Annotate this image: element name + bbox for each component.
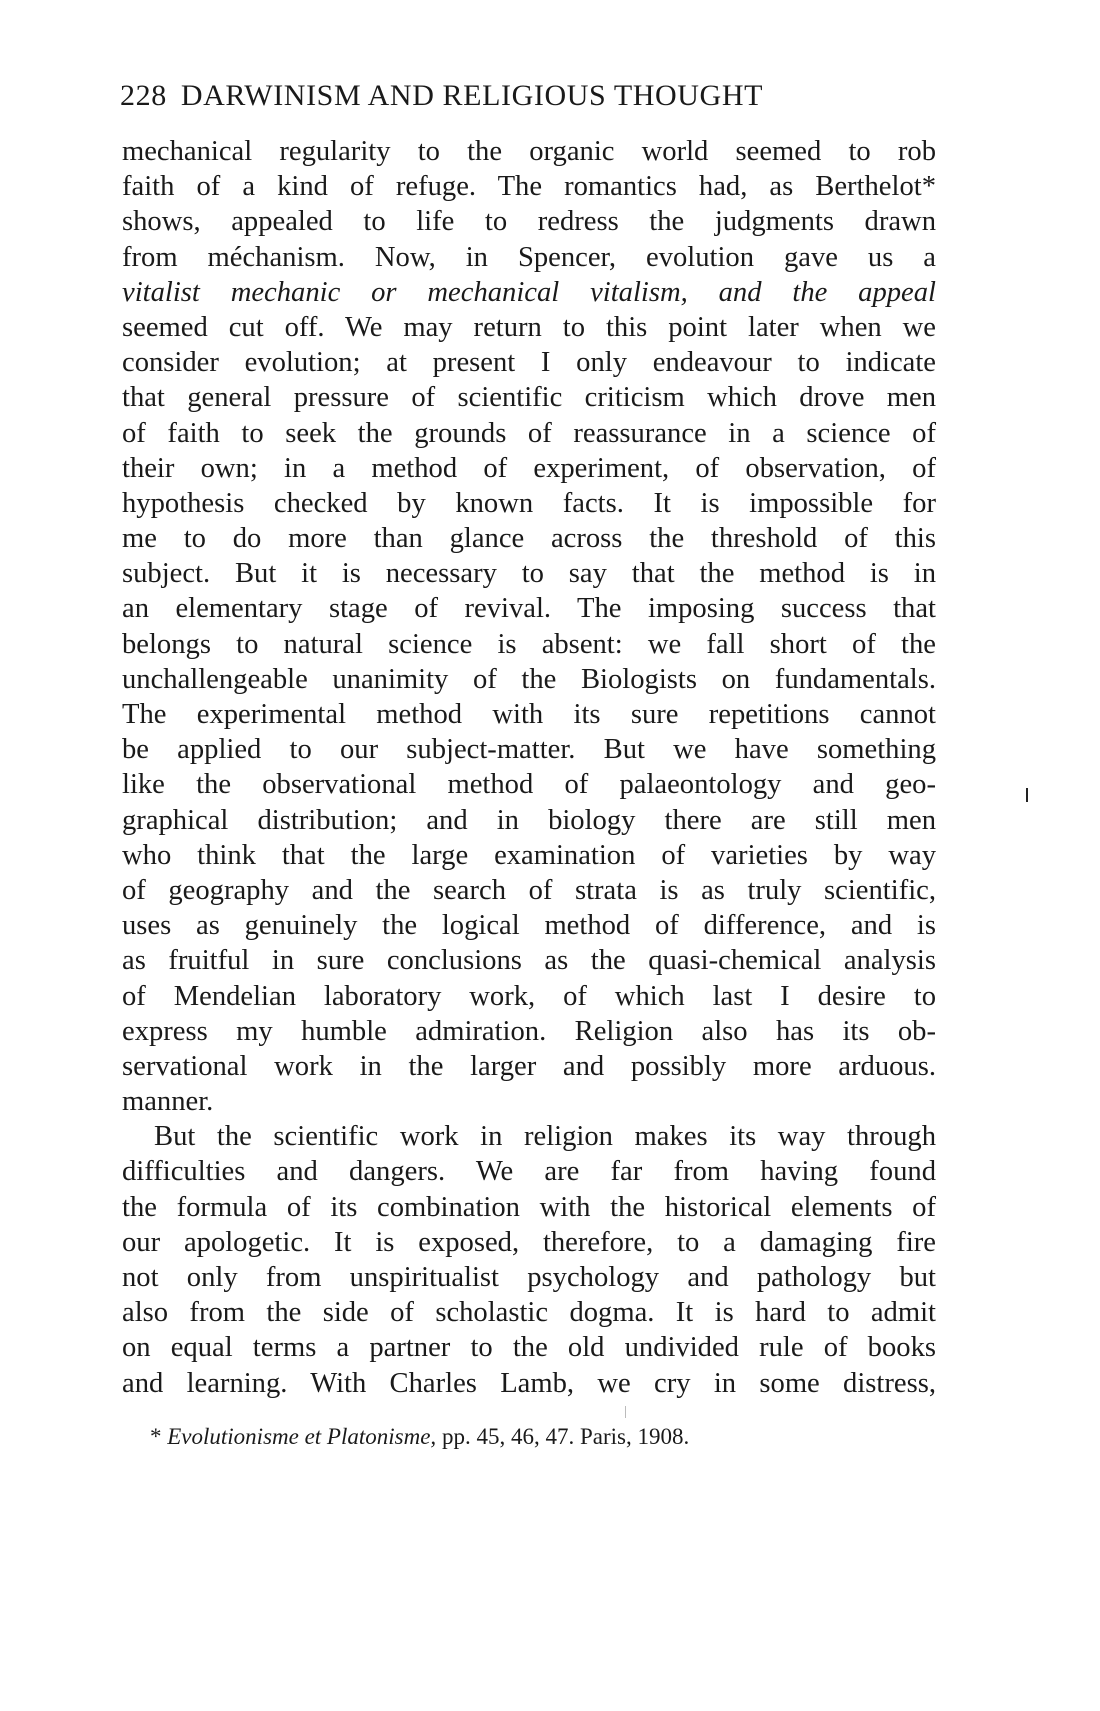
text-line: me to do more than glance across the threshold of this	[122, 523, 936, 555]
text-line: that general pressure of scientific criticism which drove men	[122, 382, 936, 414]
footnote-marker: *	[150, 1424, 162, 1449]
text-line: servational work in the larger and possibly more arduous.	[122, 1050, 936, 1082]
text-line: our apologetic. It is exposed, therefore, to a damaging fire	[122, 1226, 936, 1258]
text-line: shows, appealed to life to redress the judgments drawn	[122, 206, 936, 238]
paragraph-start-line: But the scientific work in religion makes its way through	[154, 1121, 936, 1153]
text-line: faith of a kind of refuge. The romantics had, as Berthelot*	[122, 171, 936, 203]
footnote-title: Evolutionisme et Platonisme,	[167, 1424, 437, 1449]
text-line: not only from unspiritualist psychology and pathology but	[122, 1262, 936, 1293]
text-line: express my humble admiration. Religion also has its ob-	[122, 1015, 936, 1047]
text-line: who think that the large examination of varieties by way	[122, 839, 936, 871]
text-line: an elementary stage of revival. The imposing success that	[122, 593, 936, 625]
scan-dust	[625, 1406, 626, 1418]
footnote	[150, 1422, 910, 1452]
paragraph-end-line: manner.	[122, 1086, 214, 1118]
text-line: be applied to our subject-matter. But we have something	[122, 734, 936, 766]
text-line: hypothesis checked by known facts. It is impossible for	[122, 487, 936, 519]
scan-mark	[1026, 788, 1028, 802]
text-line: from méchanism. Now, in Spencer, evolution gave us a	[122, 241, 936, 273]
text-line: The experimental method with its sure repetitions cannot	[122, 699, 936, 730]
text-line: and learning. With Charles Lamb, we cry in some distress,	[122, 1367, 936, 1399]
text-line: mechanical regularity to the organic world seemed to rob	[122, 136, 936, 167]
text-line: of geography and the search of strata is as truly scientific,	[122, 874, 936, 906]
text-line: their own; in a method of experiment, of observation, of	[122, 452, 936, 484]
text-line: as fruitful in sure conclusions as the quasi-chemical analysis	[122, 945, 936, 977]
running-head	[120, 78, 940, 114]
text-line: of Mendelian laboratory work, of which last I desire to	[122, 980, 936, 1012]
text-line: the formula of its combination with the historical elements of	[122, 1191, 936, 1223]
running-title: DARWINISM AND RELIGIOUS THOUGHT	[180, 79, 764, 112]
text-line: unchallengeable unanimity of the Biologists on fundamentals.	[122, 663, 936, 695]
text-line: consider evolution; at present I only endeavour to indicate	[122, 347, 936, 379]
text-line: subject. But it is necessary to say that the method is in	[122, 558, 936, 590]
footnote-citation: pp. 45, 46, 47. Paris, 1908.	[436, 1424, 690, 1449]
text-line: graphical distribution; and in biology there are still men	[122, 804, 936, 836]
text-line: of faith to seek the grounds of reassurance in a science of	[122, 417, 936, 449]
text-line: also from the side of scholastic dogma. It is hard to admit	[122, 1297, 936, 1329]
text-line: vitalist mechanic or mechanical vitalism, and the appeal	[122, 276, 936, 308]
text-line: on equal terms a partner to the old undivided rule of books	[122, 1332, 936, 1364]
body-text	[122, 134, 936, 1401]
text-line: difficulties and dangers. We are far from having found	[122, 1156, 936, 1188]
text-line: uses as genuinely the logical method of difference, and is	[122, 910, 936, 942]
text-line: like the observational method of palaeontology and geo-	[122, 769, 936, 801]
page-number: 228	[120, 79, 167, 112]
text-line: seemed cut off. We may return to this point later when we	[122, 311, 936, 343]
text-line: belongs to natural science is absent: we fall short of the	[122, 628, 936, 660]
